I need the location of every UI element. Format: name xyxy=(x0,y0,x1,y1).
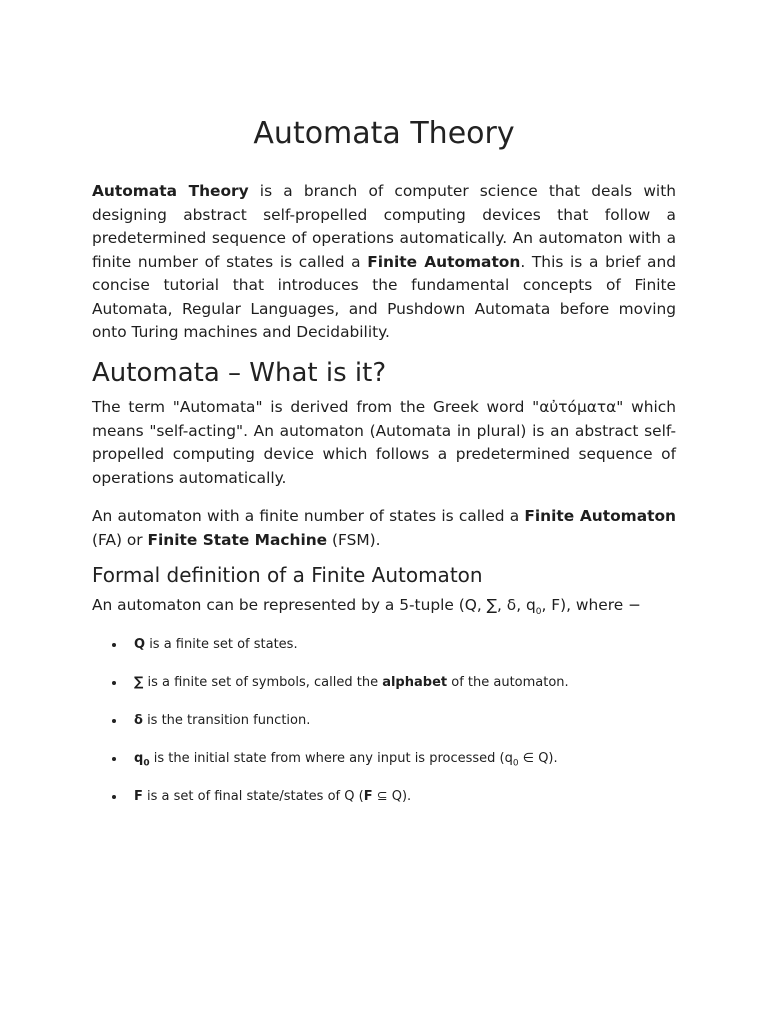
page-title: Automata Theory xyxy=(253,116,515,152)
formal-heading: Formal definition of a Finite Automaton xyxy=(92,563,483,587)
fa-finite-automaton: Finite Automaton xyxy=(524,507,676,525)
bullet-icon xyxy=(112,643,116,647)
fa-text-2: (FA) or xyxy=(92,530,148,549)
bullet-icon xyxy=(112,719,116,723)
item-bold-2: alphabet xyxy=(382,675,448,690)
item-bold: Q xyxy=(134,637,146,652)
bullet-icon xyxy=(112,757,116,761)
intro-text-1: is a branch of computer science that deals with designing abstract self-propelled computing devices that follow a predetermined sequence of operations automatically. An automaton with a finite number of states is called a xyxy=(92,182,676,271)
item-bold-sub: 0 xyxy=(143,758,150,769)
item-text: is the transition function. xyxy=(142,713,311,728)
item-text: is a set of final state/states of Q ( xyxy=(142,789,364,804)
item-bold-2: F xyxy=(363,789,373,804)
fa-fsm: Finite State Machine xyxy=(147,530,328,549)
item-text-2: of the automaton. xyxy=(447,675,569,690)
fa-paragraph xyxy=(92,505,676,552)
list-item xyxy=(92,744,676,782)
item-text: is a finite set of states. xyxy=(145,637,298,652)
definition-text: The term "Automata" is derived from the Greek word "αὐτόματα" which means "self-acting". An automaton (Automata in plural) is an abstract self-propelled computing device which follows a predetermined sequence of operations automatically. xyxy=(92,398,676,487)
tuple-paragraph xyxy=(92,594,676,625)
item-bold: q xyxy=(134,751,144,766)
bullet-icon xyxy=(112,681,116,685)
bullet-icon xyxy=(112,795,116,799)
list-item xyxy=(92,668,676,706)
item-text-2: ⊆ Q). xyxy=(372,789,412,804)
item-text-2: ∈ Q). xyxy=(518,751,558,766)
intro-finite-automaton: Finite Automaton xyxy=(367,252,521,271)
tuple-text-2: , F), where − xyxy=(541,596,641,614)
item-text: is a finite set of symbols, called the xyxy=(143,675,383,690)
section-heading: Automata – What is it? xyxy=(92,358,387,388)
item-bold: δ xyxy=(134,713,143,728)
fa-text-3: (FSM). xyxy=(327,530,381,549)
intro-paragraph xyxy=(92,180,676,345)
list-item xyxy=(92,782,676,820)
intro-term: Automata Theory xyxy=(92,182,249,200)
intro-text-2: . This is a brief and concise tutorial that introduces the fundamental concepts of Finite Automata, Regular Languages, and Pushdown Automata before moving onto Turing machines and Decidability. xyxy=(92,252,676,341)
list-item xyxy=(92,630,676,668)
item-sub: 0 xyxy=(512,758,519,769)
fa-text-1: An automaton with a finite number of states is called a xyxy=(92,507,525,525)
item-bold: ∑ xyxy=(134,675,144,690)
definition-paragraph xyxy=(92,396,676,490)
item-bold: F xyxy=(134,789,143,804)
definition-list xyxy=(92,630,676,820)
item-text: is the initial state from where any input is processed (q xyxy=(149,751,513,766)
tuple-sub: 0 xyxy=(535,607,542,618)
list-item xyxy=(92,706,676,744)
tuple-text-1: An automaton can be represented by a 5-tuple (Q, ∑, δ, q xyxy=(92,596,536,614)
